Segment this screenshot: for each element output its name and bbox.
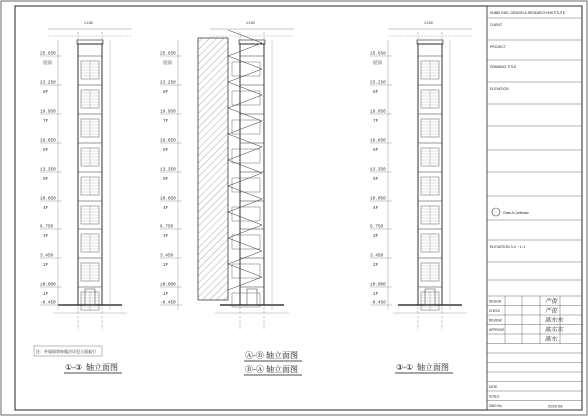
floor-name: 1F	[43, 292, 49, 297]
floor-name: 7F	[43, 119, 49, 124]
elevation-header: 1:100	[246, 21, 255, 25]
tb-signature: 陈东东	[545, 318, 564, 324]
tb-label: PROJECT	[490, 45, 506, 49]
level-mark: 10.050	[160, 196, 176, 202]
level-mark: 13.350	[40, 167, 56, 173]
level-mark: 3.450	[160, 253, 174, 259]
floor-name: 5F	[373, 177, 379, 182]
tb-label: CLIENT	[490, 23, 503, 27]
level-mark: 25.650	[40, 51, 56, 57]
level-mark: 16.650	[160, 138, 176, 144]
tb-meta: DWG No.	[489, 404, 503, 408]
level-mark: 23.250	[160, 80, 176, 86]
floor-name: 4F	[43, 206, 49, 211]
level-mark: 16.650	[40, 138, 56, 144]
floor-name: 屋面	[163, 61, 172, 66]
floor-name: 1F	[373, 292, 379, 297]
elevation-header: 1:100	[84, 21, 93, 25]
caption-elev1-prefix: ①-③	[65, 363, 83, 372]
tb-signature: 严俊	[545, 299, 558, 305]
level-mark: 6.750	[160, 224, 174, 230]
tb-meta: SCALE	[489, 394, 500, 399]
level-mark: ±0.000	[370, 282, 386, 288]
level-mark: 23.250	[370, 80, 386, 86]
level-mark: 13.350	[370, 167, 386, 173]
level-mark: 25.650	[370, 51, 386, 57]
level-mark: 10.050	[370, 196, 386, 202]
floor-name: 屋面	[43, 61, 52, 66]
floor-name: 6F	[43, 148, 49, 153]
tb-role: REVIEW	[489, 318, 502, 323]
level-mark: 6.750	[40, 224, 54, 230]
tb-meta: DATE	[489, 385, 498, 389]
level-mark: 23.250	[40, 80, 56, 86]
level-mark: 6.750	[370, 224, 384, 230]
level-mark: 13.350	[160, 167, 176, 173]
level-mark: -0.450	[160, 300, 176, 306]
caption-elev3	[395, 362, 453, 373]
floor-name: 3F	[163, 234, 169, 239]
floor-name: 3F	[43, 234, 49, 239]
floor-name: 6F	[163, 148, 169, 153]
level-mark: ±0.000	[160, 282, 176, 288]
hatched-wall	[198, 38, 228, 300]
level-mark: 10.050	[40, 196, 56, 202]
floor-name: 8F	[163, 90, 169, 95]
floor-name: 7F	[163, 119, 169, 124]
tb-role: APPROVE	[489, 328, 505, 332]
elevation-header: 1:100	[424, 21, 433, 25]
floor-name: 2F	[43, 263, 49, 268]
level-mark: -0.450	[40, 300, 56, 306]
level-mark: 16.650	[370, 138, 386, 144]
tb-label: ELEVATION	[490, 87, 509, 91]
level-mark: 19.950	[160, 109, 176, 115]
caption-elev3-suffix: 轴立面图	[417, 363, 449, 372]
tb-signature: 陈东	[545, 337, 558, 343]
level-mark: 3.450	[370, 253, 384, 259]
floor-name: 屋面	[373, 61, 382, 66]
tb-drawing-title: ELEVATION 3-3 ~ 1-1	[490, 245, 526, 249]
floor-name: 8F	[43, 90, 49, 95]
tb-role: CHECK	[489, 309, 501, 313]
floor-name: 6F	[373, 148, 379, 153]
floor-name: 8F	[373, 90, 379, 95]
floor-name: 5F	[43, 177, 49, 182]
license-text: Class A Certificate	[503, 211, 529, 215]
level-mark: 25.650	[160, 51, 176, 57]
level-mark: 19.950	[40, 109, 56, 115]
tb-date: 2020.08	[548, 403, 563, 409]
level-mark: -0.450	[370, 300, 386, 306]
caption-elev2b-prefix: Ⓑ-Ⓐ	[245, 365, 264, 374]
floor-name: 2F	[163, 263, 169, 268]
tb-signature: 陈东东	[545, 327, 564, 334]
caption-elev2b-suffix: 轴立面图	[266, 365, 298, 374]
tb-role: DESIGN	[489, 299, 502, 304]
caption-elev2-suffix: 轴立面图	[266, 351, 298, 360]
floor-name: 5F	[163, 177, 169, 182]
tb-label: HUBEI ENG. DESIGN & RESEARCH INSTITUTE	[490, 11, 565, 15]
caption-elev3-prefix: ③-①	[396, 363, 414, 372]
floor-name: 7F	[373, 119, 379, 124]
floor-name: 3F	[373, 234, 379, 239]
caption-elev1-suffix: 轴立面图	[86, 363, 118, 372]
caption-elev1	[64, 362, 122, 373]
level-mark: 19.950	[370, 109, 386, 115]
floor-name: 1F	[163, 292, 169, 297]
tb-label: DRAWING TITLE	[490, 65, 517, 69]
floor-name: 4F	[373, 206, 379, 211]
tb-signature: 严俊	[545, 308, 558, 315]
floor-name: 2F	[373, 263, 379, 268]
level-mark: 3.450	[40, 253, 54, 259]
note-text: 注：外墙面装饰做法详见立面索引	[36, 349, 96, 354]
caption-elev2-prefix: Ⓐ-Ⓑ	[245, 351, 264, 360]
level-mark: ±0.000	[40, 282, 56, 288]
floor-name: 4F	[163, 206, 169, 211]
